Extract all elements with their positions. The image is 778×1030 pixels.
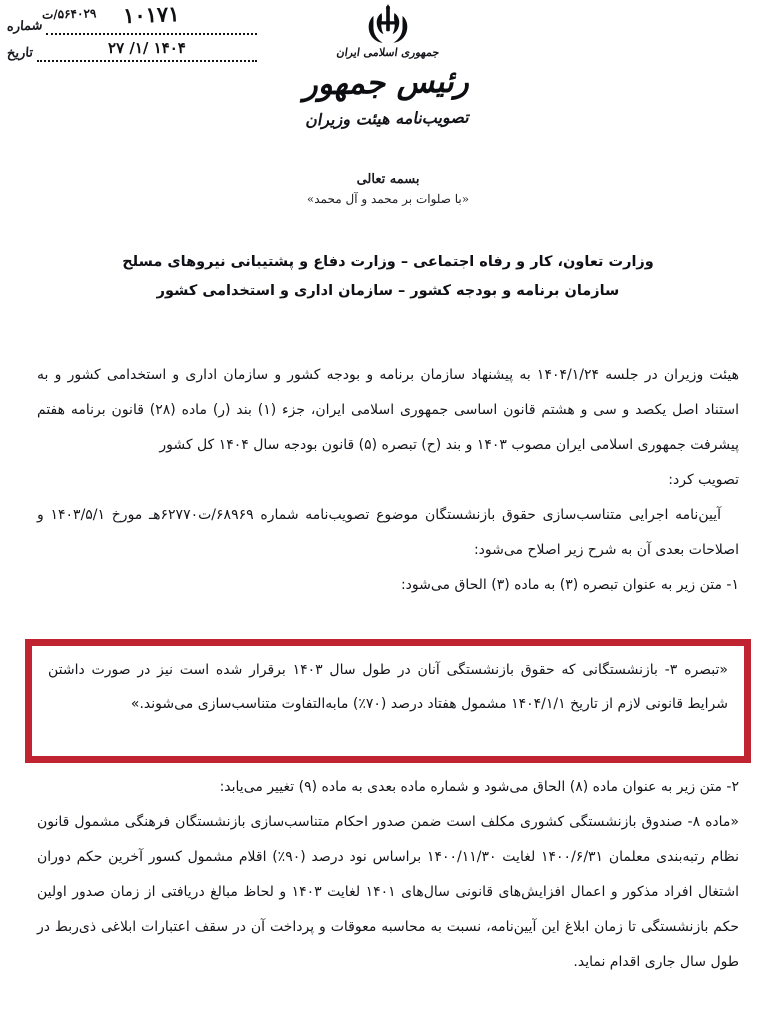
article-8-clause: «ماده ۸- صندوق بازنشستگی کشوری مکلف است ضمن صدور احکام متناسب‌سازی بازنشستگان فرهنگی مشمول قانون نظام رتبه‌بندی معلمان ۱۴۰۰/۶/۳۱ لغایت ۱۴۰۰/۱۱/۳۰ براساس نود درصد (۹۰٪) اقلام مشمول کسور آخرین حکم دوران اشتغال افراد مذکور و اعمال افزایش‌های قانونی سال‌های ۱۴۰۱ لغایت ۱۴۰۳ و لحاظ مبالغ دریافتی از زمان صدور اولین حکم بازنشستگی تا زمان ابلاغ این آیین‌نامه، نسبت به محاسبه معوقات و پرداخت آن در سقف اعتبارات ابلاغی ذی‌ربط در طول سال جاری اقدام نماید.	[38, 814, 741, 970]
decree-type-title: تصویب‌نامه هیئت وزیران	[305, 107, 473, 129]
preamble-paragraph: هیئت وزیران در جلسه ۱۴۰۴/۱/۲۴ به پیشنهاد سازمان برنامه و بودجه کشور و سازمان اداری و استخدامی کشور و به استناد اصل یکصد و سی و هشتم قانون اساسی جمهوری اسلامی ایران، جزء (۱) بند (ر) ماده (۲۸) قانون برنامه هفتم پیشرفت جمهوری اسلامی ایران مصوب ۱۴۰۳ و بند (ح) تبصره (۵) قانون بودجه سال ۱۴۰۴ کل کشور	[38, 367, 740, 453]
amendment-item-2-intro: ۲- متن زیر به عنوان ماده (۸) الحاق می‌شود و شماره ماده بعدی به ماده (۹) تغییر می‌یابد:	[220, 779, 740, 795]
stamp-number-suffix: ۵۶۴۰۲۹/ت	[43, 6, 99, 22]
bismillah-block	[0, 172, 778, 206]
highlighted-clause-text: «تبصره ۳- بازنشستگانی که حقوق بازنشستگی آنان در طول سال ۱۴۰۳ برقرار شده است نیز در صورت داشتن شرایط قانونی لازم از تاریخ ۱۴۰۴/۱/۱ مشمول هفتاد درصد (۷۰٪) مابه‌التفاوت متناسب‌سازی می‌شوند.»	[49, 662, 729, 712]
stamp-number-value: ۱۰۱۷۱	[124, 1, 182, 28]
document-body-lower	[38, 770, 740, 980]
stamp-number-label: شماره	[7, 18, 45, 35]
masthead	[0, 4, 778, 128]
approval-verb: تصویب کرد:	[669, 472, 740, 488]
bismillah-line-2: «با صلوات بر محمد و آل محمد»	[307, 192, 471, 206]
recipient-organizations	[0, 248, 778, 306]
document-body-upper	[38, 358, 740, 603]
subject-paragraph: آیین‌نامه اجرایی متناسب‌سازی حقوق بازنشستگان موضوع تصویب‌نامه شماره ۶۸۹۶۹/ت۶۲۷۷۰هـ مورخ ۱۴۰۳/۵/۱ و اصلاحات بعدی آن به شرح زیر اصلاح می‌شود:	[38, 507, 740, 558]
recipient-line-2: سازمان برنامه و بودجه کشور – سازمان اداری و استخدامی کشور	[157, 283, 621, 299]
red-rectangle-annotation	[26, 639, 752, 763]
stamp-date-label: تاریخ	[7, 45, 35, 62]
amendment-item-1-intro: ۱- متن زیر به عنوان تبصره (۳) به ماده (۳) الحاق می‌شود:	[401, 577, 740, 593]
iran-national-emblem-icon	[366, 4, 412, 44]
president-title: رئیس جمهور	[302, 63, 476, 103]
bismillah-line-1: بسمه تعالی	[357, 172, 421, 187]
organization-name: جمهوری اسلامی ایران	[336, 46, 442, 59]
stamp-date-value: ۱۴۰۴ /۱/ ۲۷	[109, 39, 187, 57]
recipient-line-1: وزارت تعاون، کار و رفاه اجتماعی – وزارت دفاع و پشتیبانی نیروهای مسلح	[123, 254, 655, 270]
